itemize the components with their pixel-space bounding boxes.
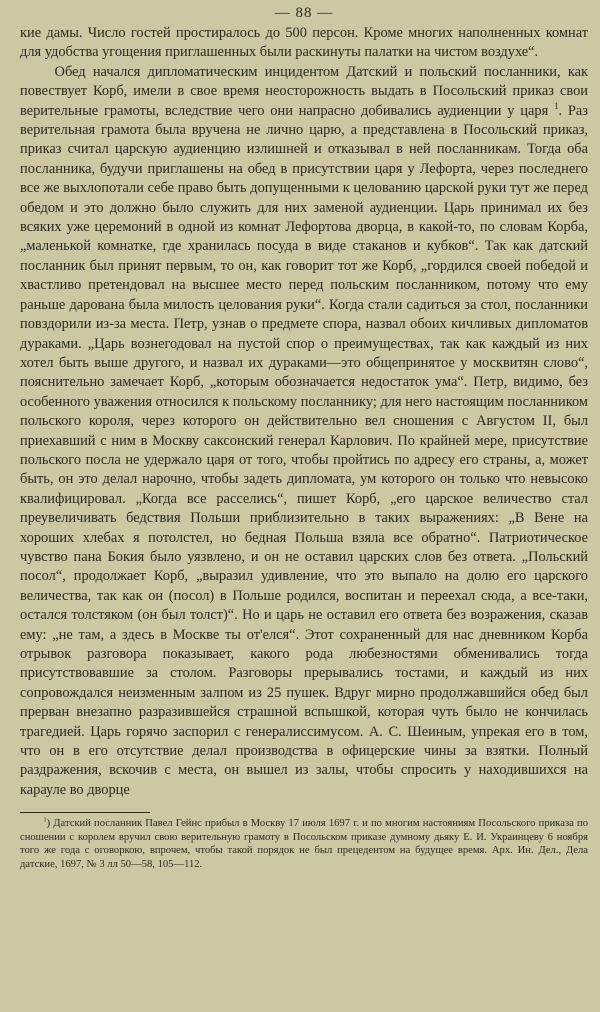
footnote xyxy=(20,817,588,871)
paragraph-2-text-before-note: Обед начался дипломатическим инцидентом Датский и польский посланники, как повествует Корб, имели в свое время неосторожность выдать в Посольский приказ свои верительные грамоты, вследствие чего они напрасно добивались аудиенции у царя xyxy=(20,63,588,119)
paragraph-1: кие дамы. Число гостей простиралось до 500 персон. Кроме многих наполненных комнат для удобства угощения приглашенных были раскинуты палатки на чистом воздухе“. xyxy=(20,25,588,61)
paragraph-2-text-after-note: . Раз верительная грамота была вручена не лично царю, а представлена в Посольский приказ, приказ считал царскую аудиенцию излишней и отказывал в ней посланникам. Тогда оба посланника, будучи приглашены на обед в присутствии царя у Лефорта, через последнего все же выхлопотали себе право быть допущенными к целованию царской руки тут же перед обедом и это должно было служить для них заменой аудиенции. Царь принимал их без всяких уже церемоний в одной из комнат Лефортова дворца, в какой-то, по словам Корба, „маленькой комнатке, где хранилась посуда в виде стаканов и кубков“. Так как датский посланник был принят первым, то он, как говорит тот же Корб, „гордился своей победой и хвастливо претендовал на высшее место перед польским посланником, потому что ему раньше дарована была милость целования руки“. Когда стали садиться за стол, посланники повздорили из-за места. Петр, узнав о предмете спора, назвал обоих кичливых дипломатов дураками. „Царь вознегодовал на пустой спор о преимуществах, так как каждый из них хотел быть выше другого, и назвал их дураками—это общепринятое у москвитян слово“, пояснительно замечает Корб, „которым обозначается недостаток ума“. Петр, видимо, без особенного уважения относился к польскому посланнику; для него настоящим посланником польского короля, через которого он действительно вел сношения с Августом II, был приехавший с ним в Москву саксонский генерал Карлович. По крайней мере, присутствие польского посла не удержало царя от того, чтобы пройтись по адресу его страны, а, может быть, он это делал нарочно, чтобы задеть дипломата, ум которого он только что невысоко квалифицировал. „Когда все расселись“, пишет Корб, „его царское величество стал преувеличивать бедствия Польши приблизительно в таких выражениях: „В Вене на хороших хлебах я потолстел, но бедная Польша взяла все обратно“. Патриотическое чувство пана Бокия было уязвлено, и он не оставил царских слов без ответа. „Польский посол“, продолжает Корб, „выразил удивление, что это выпало на долю его царского величества, так как он (посол) в Польше родился, воспитан и переехал сюда, а все-таки, остался толстяком (он был толст)“. Но и царь не оставил его ответа без возражения, сказав ему: „не там, а здесь в Москве ты от'елся“. Этот сохраненный для нас дневником Корба отрывок разговора показывает, какого рода любезностями обменивались тогда присутствовавшие за столом. Разговоры прерывались тостами, и каждый из них сопровождался неизменным залпом из 25 пушек. Вдруг мирно продолжавшийся обед был прерван внезапно разразившейся страшной вспышкой, которая чуть было не кончилась трагедией. Царь горячо заспорил с генералиссимусом. А. С. Шеиным, упрекая его в том, что он в его отсутствие делал производства в офицерские чины за взятки. Полный раздражения, вскочив с места, он вышел из залы, чтобы спросить у находившихся на карауле во дворце xyxy=(20,102,588,798)
page-number: — 88 — xyxy=(274,5,334,21)
footnote-marker: 1 xyxy=(43,816,47,824)
footnote-text: ) Датский посланник Павел Гейнс прибыл в Москву 17 июля 1697 г. и по многим настояниям Посольского приказа по сношении с королем вручил свою верительную грамоту в Посольском приказе думному дьяку Е. И. Украинцеву 6 ноября того же года с оговоркою, впрочем, чтобы такой порядок не был прецедентом на будущее время. Арх. Ин. Дел., Дела датские, 1697, № 3 лл 50—58, 105—112. xyxy=(20,818,588,871)
footnote-divider xyxy=(20,812,150,813)
paragraph-2 xyxy=(20,63,588,800)
main-text xyxy=(20,24,588,800)
footnote-reference[interactable]: 1 xyxy=(554,100,559,111)
